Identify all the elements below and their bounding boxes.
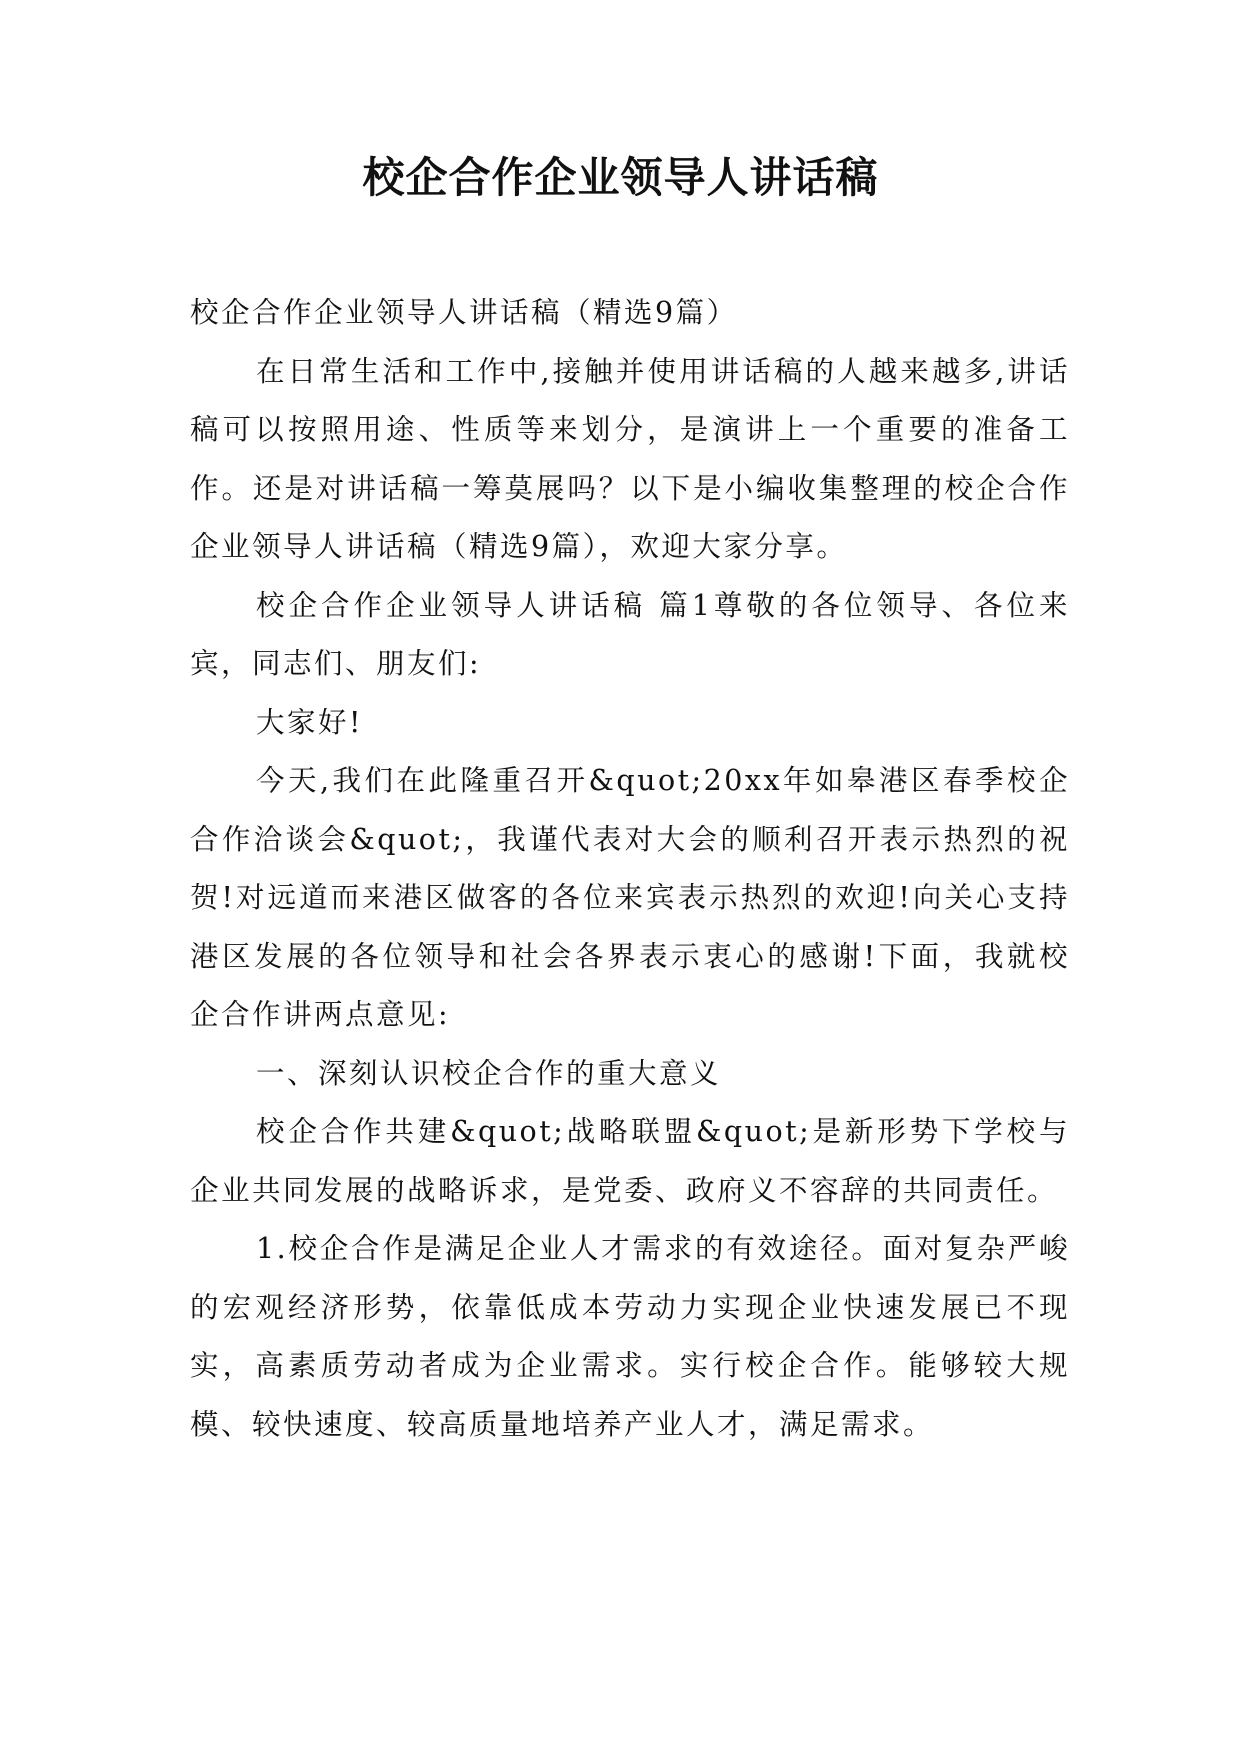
greeting-paragraph: 大家好! xyxy=(256,705,363,739)
section-heading: 一、深刻认识校企合作的重大意义 xyxy=(256,1056,722,1090)
document-title: 校企合作企业领导人讲话稿 xyxy=(362,153,879,202)
body-paragraph: 1.校企合作是满足企业人才需求的有效途径。面对复杂严峻的宏观经济形势，依靠低成本劳动力实现企业快速发展已不现实，高素质劳动者成为企业需求。实行校企合作。能够较大规模、较快速度、较高质量地培养产业人才，满足需求。 xyxy=(190,1232,1070,1441)
subtitle-paragraph: 校企合作企业领导人讲话稿（精选9篇） xyxy=(190,296,738,329)
opening-paragraph: 今天,我们在此隆重召开&quot;20xx年如皋港区春季校企合作洽谈会&quot;，我谨代表对大会的顺利召开表示热烈的祝贺!对远道而来港区做客的各位来宾表示热烈的欢迎!向关心支持港区发展的各位领导和社会各界表示衷心的感谢!下面，我就校企合作讲两点意见: xyxy=(190,764,1070,1031)
intro-paragraph: 在日常生活和工作中,接触并使用讲话稿的人越来越多,讲话稿可以按照用途、性质等来划分，是演讲上一个重要的准备工作。还是对讲话稿一筹莫展吗？以下是小编收集整理的校企合作企业领导人讲话稿（精选9篇），欢迎大家分享。 xyxy=(190,354,1070,563)
body-paragraph: 校企合作共建&quot;战略联盟&quot;是新形势下学校与企业共同发展的战略诉求，是党委、政府义不容辞的共同责任。 xyxy=(190,1115,1070,1207)
document-body xyxy=(190,284,1070,1454)
salutation-paragraph: 校企合作企业领导人讲话稿 篇1尊敬的各位领导、各位来宾，同志们、朋友们: xyxy=(190,588,1070,680)
